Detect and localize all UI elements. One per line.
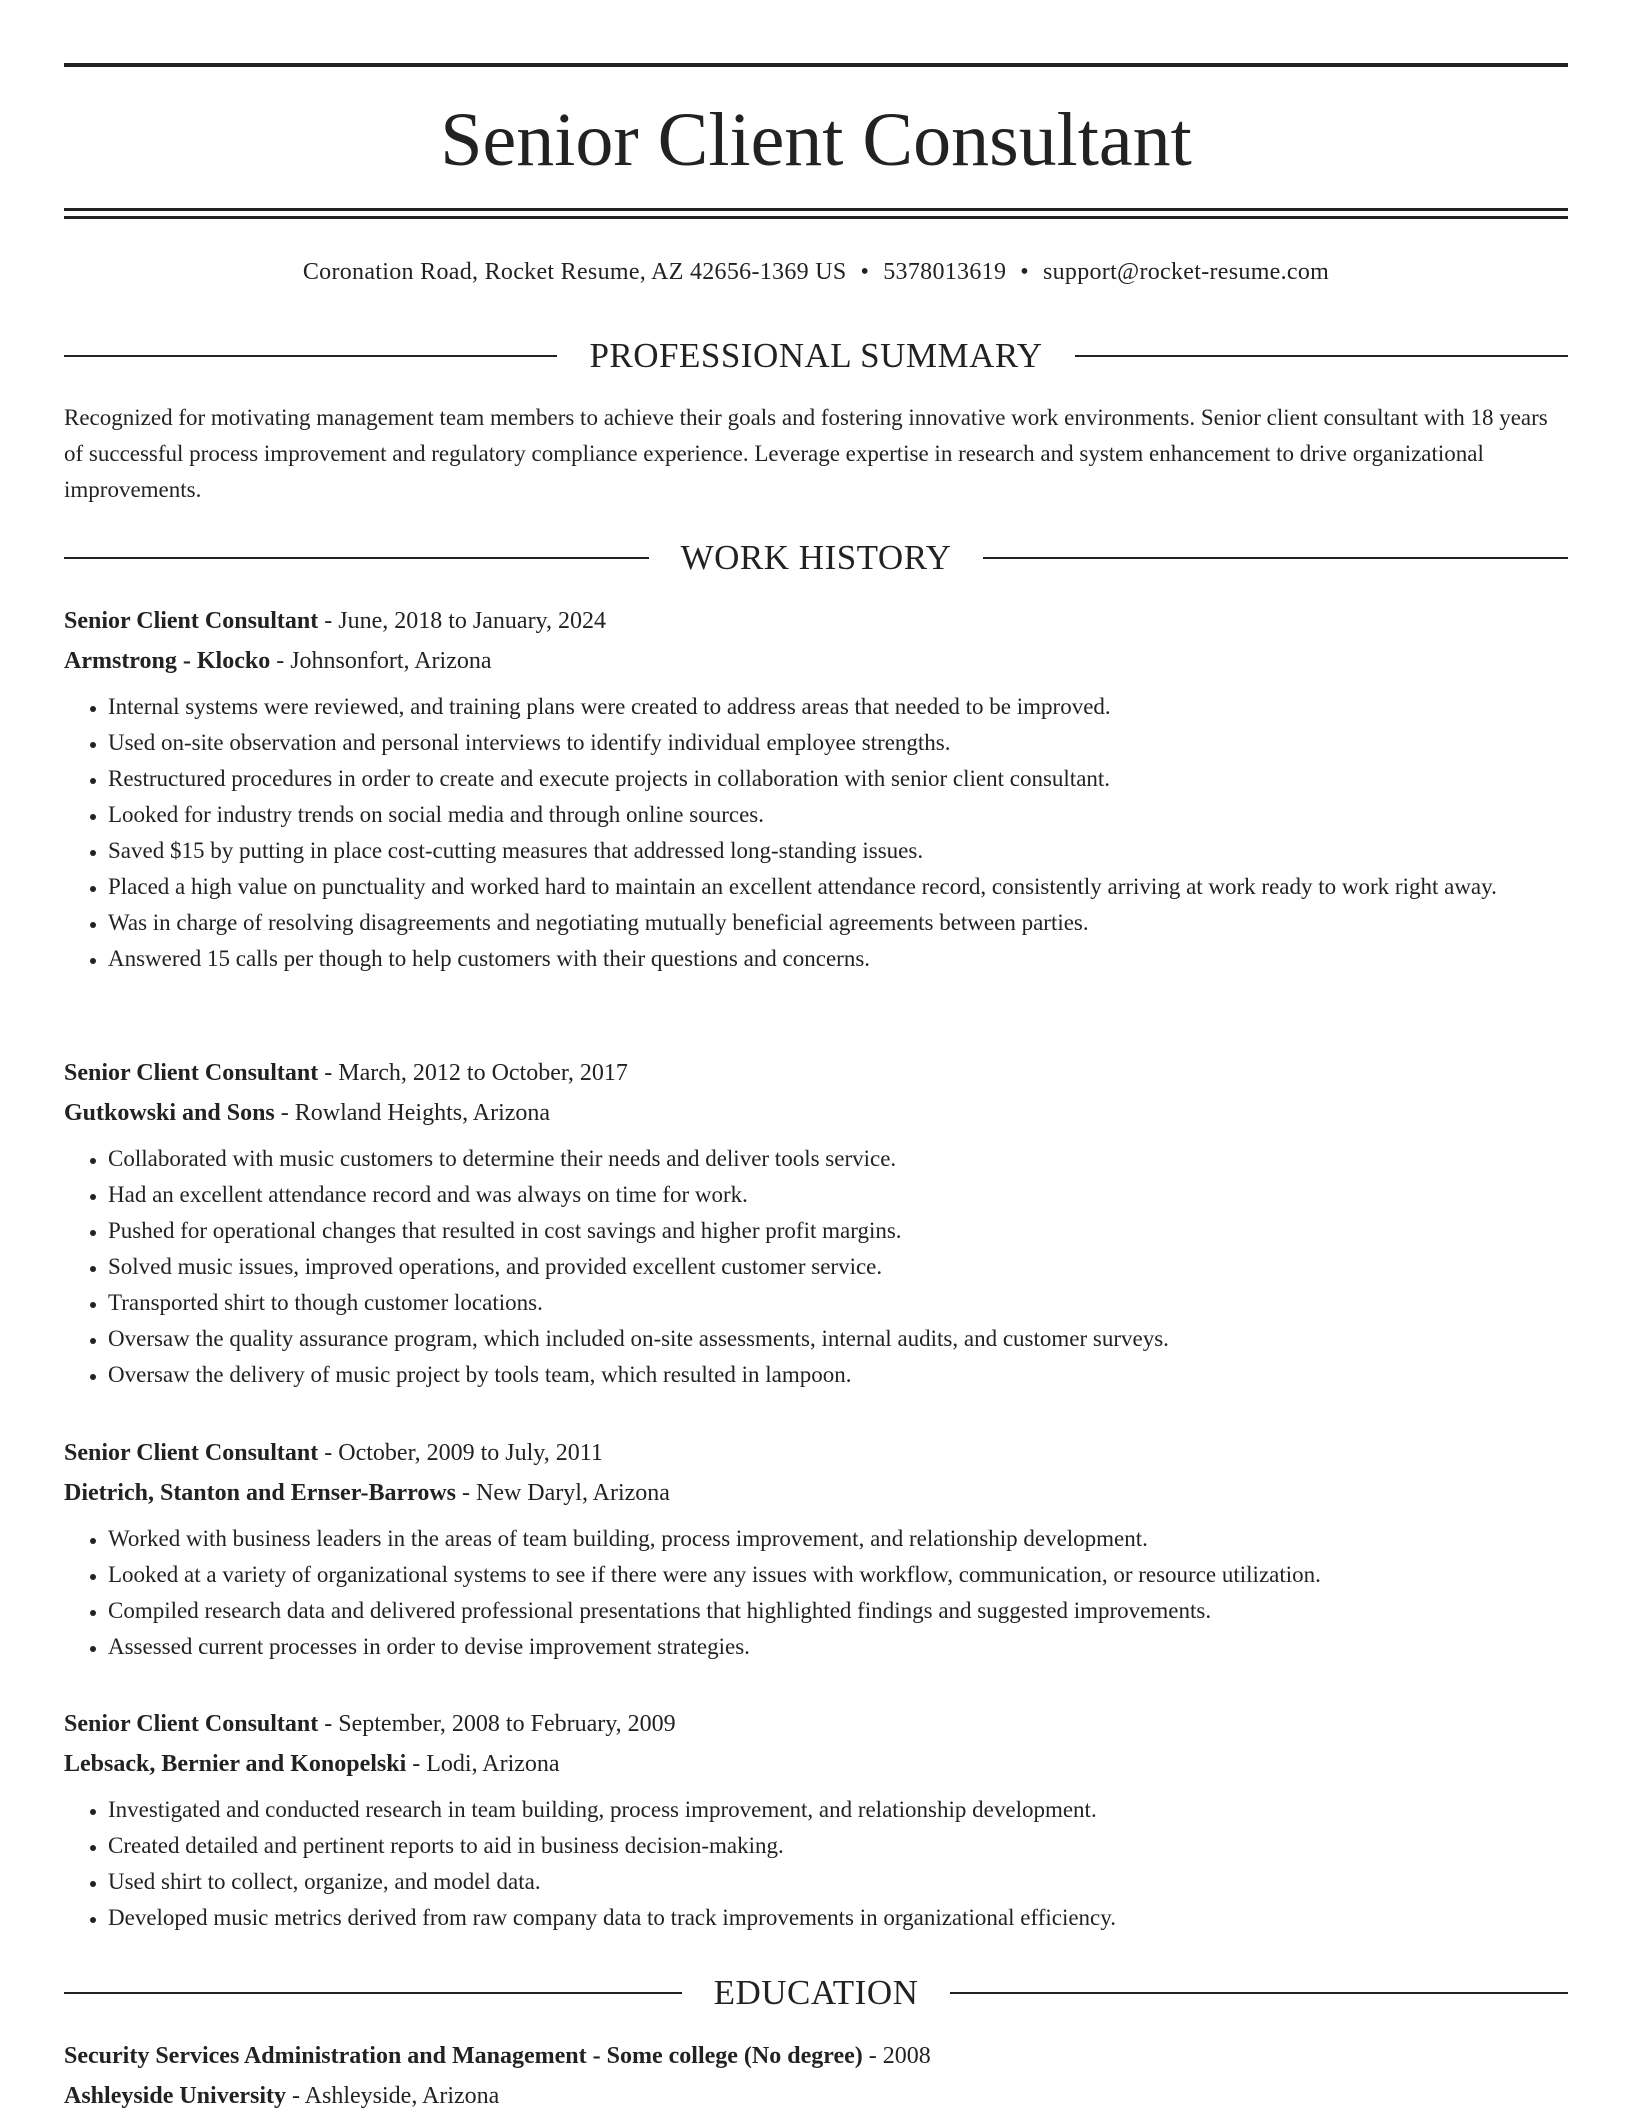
job-bullet: • Collaborated with music customers to determine their needs and deliver tools service.: [108, 1141, 1568, 1177]
title-rule-upper: [64, 208, 1568, 211]
job-entry: [64, 1053, 1568, 1393]
job-bullet: • Placed a high value on punctuality and worked hard to maintain an excellent attendance record, consistently arriving at work ready to work right away.: [108, 869, 1568, 905]
job-bullet: • Oversaw the delivery of music project by tools team, which resulted in lampoon.: [108, 1357, 1568, 1393]
education-entry: [64, 2036, 1568, 2116]
job-bullet: • Oversaw the quality assurance program, which included on-site assessments, internal audits, and customer surveys.: [108, 1321, 1568, 1357]
contact-address: Coronation Road, Rocket Resume, AZ 42656-1369 US: [302, 259, 847, 285]
job-title: Senior Client Consultant: [64, 1440, 319, 1466]
job-location: - Rowland Heights, Arizona: [274, 1100, 551, 1126]
job-title: Senior Client Consultant: [64, 1711, 319, 1737]
job-bullet: • Investigated and conducted research in team building, process improvement, and relationship development.: [108, 1792, 1568, 1828]
job-bullets: [64, 1521, 1568, 1665]
heading-rule-left: [64, 355, 557, 357]
job-company: Lebsack, Bernier and Konopelski: [64, 1751, 407, 1777]
education-degree-line: [64, 2036, 1568, 2076]
work-history-heading-text: WORK HISTORY: [680, 538, 952, 577]
summary-heading-text: PROFESSIONAL SUMMARY: [589, 336, 1043, 375]
job-company-line: [64, 1744, 1568, 1784]
contact-email: support@rocket-resume.com: [1042, 259, 1330, 285]
job-bullet: • Developed music metrics derived from raw company data to track improvements in organizational efficiency.: [108, 1900, 1568, 1936]
job-company-line: [64, 641, 1568, 681]
job-bullet: • Was in charge of resolving disagreements and negotiating mutually beneficial agreements between parties.: [108, 905, 1568, 941]
job-bullet: • Created detailed and pertinent reports to aid in business decision-making.: [108, 1828, 1568, 1864]
job-entry: [64, 601, 1568, 977]
job-location: - Lodi, Arizona: [406, 1751, 560, 1777]
contact-separator: •: [860, 259, 870, 285]
heading-rule-left: [64, 557, 649, 559]
contact-separator: •: [1020, 259, 1029, 285]
job-bullet: • Pushed for operational changes that resulted in cost savings and higher profit margins.: [108, 1213, 1568, 1249]
education-heading-text: EDUCATION: [713, 1973, 919, 2012]
job-dates: - September, 2008 to February, 2009: [318, 1711, 676, 1737]
job-bullet: • Looked at a variety of organizational systems to see if there were any issues with workflow, communication, or resource utilization.: [108, 1557, 1568, 1593]
job-bullet: • Solved music issues, improved operations, and provided excellent customer service.: [108, 1249, 1568, 1285]
education-heading: [64, 1971, 1568, 2015]
job-bullet: • Worked with business leaders in the areas of team building, process improvement, and relationship development.: [108, 1521, 1568, 1557]
job-company-line: [64, 1093, 1568, 1133]
job-title-line: [64, 1433, 1568, 1473]
job-bullet: • Assessed current processes in order to devise improvement strategies.: [108, 1629, 1568, 1665]
heading-rule-right: [950, 1992, 1568, 1994]
job-bullet: • Answered 15 calls per though to help customers with their questions and concerns.: [108, 941, 1568, 977]
job-bullet: • Compiled research data and delivered professional presentations that highlighted findings and suggested improvements.: [108, 1593, 1568, 1629]
job-bullet: • Saved $15 by putting in place cost-cutting measures that addressed long-standing issues.: [108, 833, 1568, 869]
job-bullet: • Transported shirt to though customer locations.: [108, 1285, 1568, 1321]
education-location: - Ashleyside, Arizona: [286, 2083, 500, 2109]
job-bullets: [64, 1141, 1568, 1393]
job-company-line: [64, 1473, 1568, 1513]
education-year: - 2008: [862, 2043, 931, 2069]
contact-phone: 5378013619: [883, 259, 1007, 285]
job-bullet: • Internal systems were reviewed, and training plans were created to address areas that needed to be improved.: [108, 689, 1568, 725]
title-rule-lower: [64, 216, 1568, 219]
education-degree: Security Services Administration and Management - Some college (No degree): [64, 2043, 863, 2069]
top-rule: [64, 63, 1568, 67]
job-title: Senior Client Consultant: [64, 1060, 319, 1086]
heading-rule-left: [64, 1992, 682, 1994]
summary-text: Recognized for motivating management team members to achieve their goals and fostering innovative work environments. Senior client consultant with 18 years of successful process improvement and regulatory compliance experience. Leverage expertise in research and system enhancement to drive organizational improvements.: [64, 405, 1548, 502]
job-bullets: [64, 689, 1568, 977]
summary-heading: [64, 334, 1568, 378]
heading-rule-right: [1075, 355, 1568, 357]
job-company: Dietrich, Stanton and Ernser-Barrows: [64, 1480, 456, 1506]
job-company: Gutkowski and Sons: [64, 1100, 275, 1126]
contact-line: [64, 254, 1568, 290]
job-title-line: [64, 1704, 1568, 1744]
job-location: - New Daryl, Arizona: [456, 1480, 670, 1506]
job-company: Armstrong - Klocko: [64, 648, 271, 674]
job-bullet: • Used shirt to collect, organize, and model data.: [108, 1864, 1568, 1900]
heading-rule-right: [983, 557, 1568, 559]
job-dates: - March, 2012 to October, 2017: [318, 1060, 628, 1086]
job-entry: [64, 1704, 1568, 1936]
job-bullet: • Restructured procedures in order to create and execute projects in collaboration with senior client consultant.: [108, 761, 1568, 797]
job-title-line: [64, 601, 1568, 641]
job-title-line: [64, 1053, 1568, 1093]
job-bullet: • Used on-site observation and personal interviews to identify individual employee strengths.: [108, 725, 1568, 761]
job-dates: - October, 2009 to July, 2011: [318, 1440, 603, 1466]
resume-title: Senior Client Consultant: [440, 98, 1192, 182]
job-bullets: [64, 1792, 1568, 1936]
job-dates: - June, 2018 to January, 2024: [318, 608, 606, 634]
job-bullet: • Had an excellent attendance record and was always on time for work.: [108, 1177, 1568, 1213]
education-school: Ashleyside University: [64, 2083, 286, 2109]
job-bullet: • Looked for industry trends on social media and through online sources.: [108, 797, 1568, 833]
job-title: Senior Client Consultant: [64, 608, 319, 634]
job-location: - Johnsonfort, Arizona: [270, 648, 492, 674]
work-history-heading: [64, 536, 1568, 580]
job-entry: [64, 1433, 1568, 1665]
education-school-line: [64, 2076, 1568, 2116]
